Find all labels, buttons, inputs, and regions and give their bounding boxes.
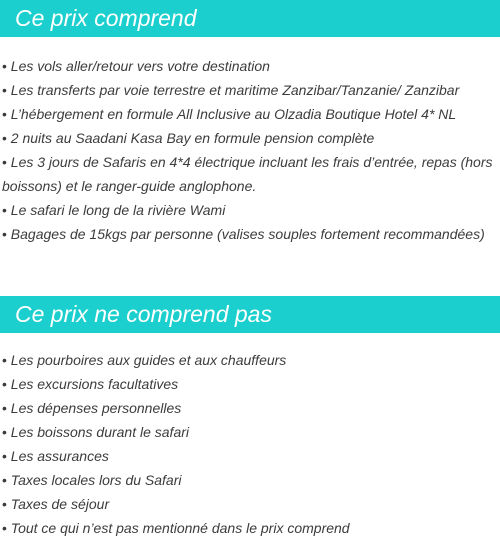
list-item	[0, 444, 500, 468]
section-header-includes: Ce prix comprend	[0, 0, 500, 37]
bullet-icon: •	[2, 82, 7, 98]
bullet-icon: •	[2, 448, 7, 464]
list-item-text: Taxes locales lors du Safari	[10, 472, 182, 488]
list-item-text: Les 3 jours de Safaris en 4*4 électrique incluant les frais d’entrée, repas (hors boissons) et le ranger-guide anglophone.	[2, 154, 493, 194]
list-item-text: Les pourboires aux guides et aux chauffeurs	[10, 352, 287, 368]
list-item	[0, 150, 500, 198]
list-item-text: Les boissons durant le safari	[10, 424, 190, 440]
list-item	[0, 78, 500, 102]
list-item	[0, 396, 500, 420]
bullet-icon: •	[2, 376, 7, 392]
list-item	[0, 126, 500, 150]
list-item	[0, 348, 500, 372]
bullet-icon: •	[2, 400, 7, 416]
bullet-icon: •	[2, 424, 7, 440]
list-item	[0, 222, 500, 246]
list-item	[0, 102, 500, 126]
list-item-text: 2 nuits au Saadani Kasa Bay en formule pension complète	[10, 130, 375, 146]
bullet-icon: •	[2, 58, 7, 74]
list-item	[0, 420, 500, 444]
includes-list	[0, 54, 500, 246]
list-item	[0, 516, 500, 540]
bullet-icon: •	[2, 130, 7, 146]
bullet-icon: •	[2, 496, 7, 512]
list-item-text: Les dépenses personnelles	[10, 400, 182, 416]
list-item-text: Tout ce qui n’est pas mentionné dans le prix comprend	[10, 520, 350, 536]
bullet-icon: •	[2, 352, 7, 368]
list-item-text: Les transferts par voie terrestre et maritime Zanzibar/Tanzanie/ Zanzibar	[10, 82, 460, 98]
list-item-text: L’hébergement en formule All Inclusive au Olzadia Boutique Hotel 4* NL	[10, 106, 457, 122]
bullet-icon: •	[2, 106, 7, 122]
bullet-icon: •	[2, 154, 7, 170]
list-item	[0, 468, 500, 492]
list-item	[0, 492, 500, 516]
section-header-excludes: Ce prix ne comprend pas	[0, 296, 500, 333]
bullet-icon: •	[2, 202, 7, 218]
list-item	[0, 198, 500, 222]
bullet-icon: •	[2, 472, 7, 488]
list-item	[0, 54, 500, 78]
list-item-text: Le safari le long de la rivière Wami	[10, 202, 226, 218]
list-item-text: Taxes de séjour	[10, 496, 110, 512]
bullet-icon: •	[2, 226, 7, 242]
list-item-text: Les excursions facultatives	[10, 376, 179, 392]
bullet-icon: •	[2, 520, 7, 536]
list-item-text: Bagages de 15kgs par personne (valises souples fortement recommandées)	[10, 226, 485, 242]
excludes-list	[0, 348, 500, 540]
list-item-text: Les assurances	[10, 448, 109, 464]
list-item	[0, 372, 500, 396]
list-item-text: Les vols aller/retour vers votre destination	[10, 58, 270, 74]
